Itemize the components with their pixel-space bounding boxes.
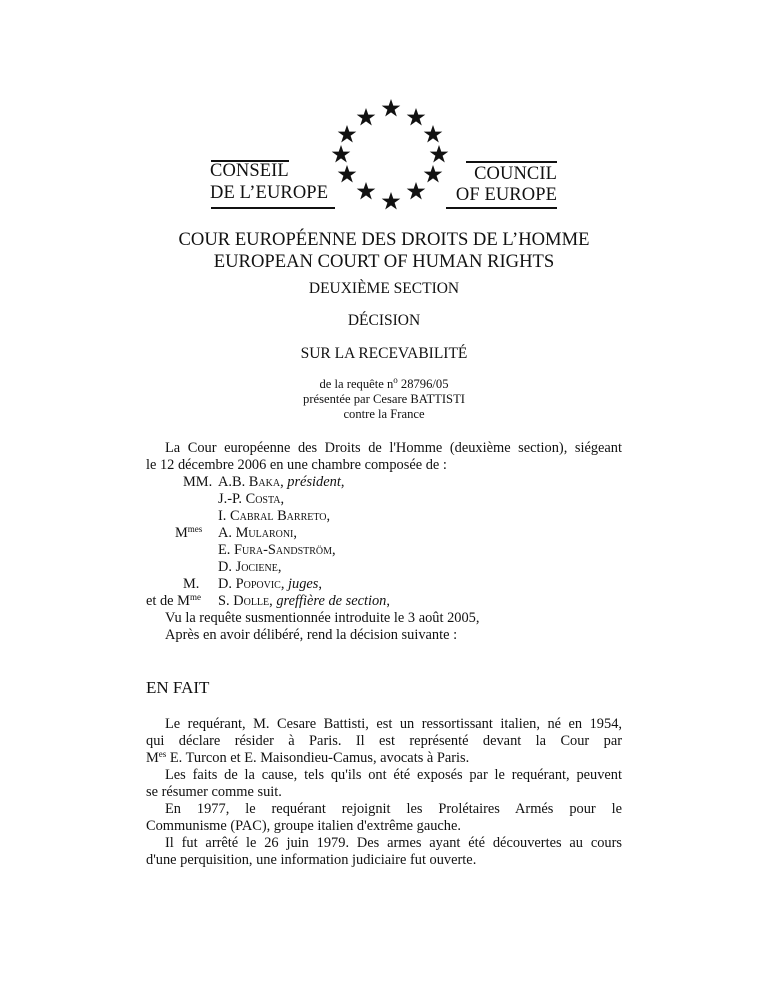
- composition-closing-line-1: Vu la requête susmentionnée introduite le 3 août 2005,: [165, 610, 480, 626]
- member-role: président: [287, 474, 341, 490]
- facts-line: [146, 750, 469, 767]
- star-icon: [337, 164, 357, 184]
- member-title: MM.: [183, 474, 213, 490]
- member-title-sup: me: [189, 592, 201, 602]
- member-role: greffière de section: [276, 593, 387, 609]
- logo-text-of-europe: OF EUROPE: [455, 185, 557, 205]
- court-name-en: EUROPEAN COURT OF HUMAN RIGHTS: [213, 251, 555, 272]
- respondent-line: contre la France: [343, 407, 425, 421]
- facts-line-prefix: M: [146, 750, 159, 766]
- logo-rule-left-bottom: [211, 207, 335, 209]
- applicant-line: présentée par Cesare BATTISTI: [303, 392, 465, 406]
- member-entry: [218, 593, 390, 610]
- member-entry: [218, 542, 336, 559]
- member-end: ,: [340, 474, 345, 490]
- member-title: M.: [183, 576, 200, 592]
- member-initials: E.: [218, 542, 234, 558]
- application-number-sup: o: [393, 375, 398, 385]
- member-initials: S.: [218, 593, 234, 609]
- section-label: DEUXIÈME SECTION: [308, 280, 460, 297]
- facts-line-text: E. Turcon et E. Maisondieu-Camus, avocats à Paris.: [166, 750, 470, 766]
- member-entry: [218, 525, 297, 542]
- member-name: Jociene: [235, 559, 278, 575]
- composition-intro-line-2: le 12 décembre 2006 en une chambre composée de :: [146, 457, 447, 473]
- member-entry: [218, 508, 330, 525]
- member-end: ,: [280, 491, 285, 507]
- member-initials: J.-P.: [218, 491, 246, 507]
- member-title-sup: mes: [187, 524, 203, 534]
- star-icon: [406, 181, 426, 201]
- member-prefix: et de: [146, 593, 178, 609]
- member-name: Fura-Sandström: [234, 542, 333, 558]
- star-icon: [423, 164, 443, 184]
- member-entry: [218, 491, 284, 508]
- star-icon: [381, 98, 401, 118]
- star-icon: [429, 144, 449, 164]
- member-title-text: M: [177, 593, 190, 609]
- member-entry: [218, 559, 281, 576]
- star-icon: [337, 124, 357, 144]
- facts-line: Les faits de la cause, tels qu'ils ont été exposés par le requérant, peuvent: [165, 767, 622, 783]
- logo-rule-right-bottom: [446, 207, 557, 209]
- member-name: Cabral Barreto: [230, 508, 327, 524]
- facts-line: d'une perquisition, une information judiciaire fut ouverte.: [146, 852, 477, 868]
- member-end: ,: [386, 593, 390, 609]
- member-role: juges: [288, 576, 319, 592]
- facts-line: En 1977, le requérant rejoignit les Prolétaires Armés pour le: [165, 801, 622, 817]
- star-icon: [356, 107, 376, 127]
- member-initials: D.: [218, 559, 236, 575]
- facts-line: se résumer comme suit.: [146, 784, 282, 800]
- application-number-value: 28796/05: [397, 377, 449, 391]
- logo-text-conseil: CONSEIL: [210, 161, 289, 181]
- member-separator: ,: [269, 593, 277, 609]
- member-end: ,: [277, 559, 282, 575]
- document-type: DÉCISION: [347, 312, 421, 329]
- star-icon: [423, 124, 443, 144]
- member-initials: A.: [218, 525, 236, 541]
- member-separator: ,: [280, 474, 288, 490]
- member-end: ,: [318, 576, 323, 592]
- member-entry: [218, 474, 344, 491]
- member-end: ,: [326, 508, 331, 524]
- logo-text-de-leurope: DE L’EUROPE: [210, 183, 329, 203]
- composition-closing-line-2: Après en avoir délibéré, rend la décision suivante :: [165, 627, 458, 643]
- facts-line-sup: es: [158, 749, 167, 759]
- member-end: ,: [293, 525, 297, 541]
- court-name-fr: COUR EUROPÉENNE DES DROITS DE L’HOMME: [178, 229, 590, 250]
- document-subject: SUR LA RECEVABILITÉ: [300, 345, 468, 362]
- member-title: [146, 593, 201, 610]
- facts-line: Le requérant, M. Cesare Battisti, est un ressortissant italien, né en 1954,: [165, 716, 622, 732]
- member-name: Costa: [245, 491, 281, 507]
- application-number-prefix: de la requête n: [319, 377, 394, 391]
- composition-intro-line-1: La Cour européenne des Droits de l'Homme (deuxième section), siégeant: [165, 440, 622, 456]
- star-icon: [331, 144, 351, 164]
- member-name: Baka: [248, 474, 281, 490]
- facts-line: qui déclare résider à Paris. Il est représenté devant la Cour par: [146, 733, 622, 749]
- member-initials: A.B.: [218, 474, 249, 490]
- application-number: [0, 377, 768, 392]
- star-icon: [356, 181, 376, 201]
- member-name: Popovic: [235, 576, 281, 592]
- member-name: Dolle: [233, 593, 270, 609]
- member-initials: D.: [218, 576, 236, 592]
- member-title: [175, 525, 202, 542]
- member-title-text: M: [175, 525, 188, 541]
- logo-text-council: COUNCIL: [474, 164, 557, 184]
- member-end: ,: [332, 542, 336, 558]
- member-initials: I.: [218, 508, 230, 524]
- member-separator: ,: [280, 576, 289, 592]
- facts-line: Communisme (PAC), groupe italien d'extrême gauche.: [146, 818, 461, 834]
- section-heading-facts: EN FAIT: [146, 678, 210, 697]
- member-name: Mularoni: [235, 525, 294, 541]
- facts-line: Il fut arrêté le 26 juin 1979. Des armes ayant été découvertes au cours: [165, 835, 622, 851]
- member-entry: [218, 576, 322, 593]
- star-icon: [381, 191, 401, 211]
